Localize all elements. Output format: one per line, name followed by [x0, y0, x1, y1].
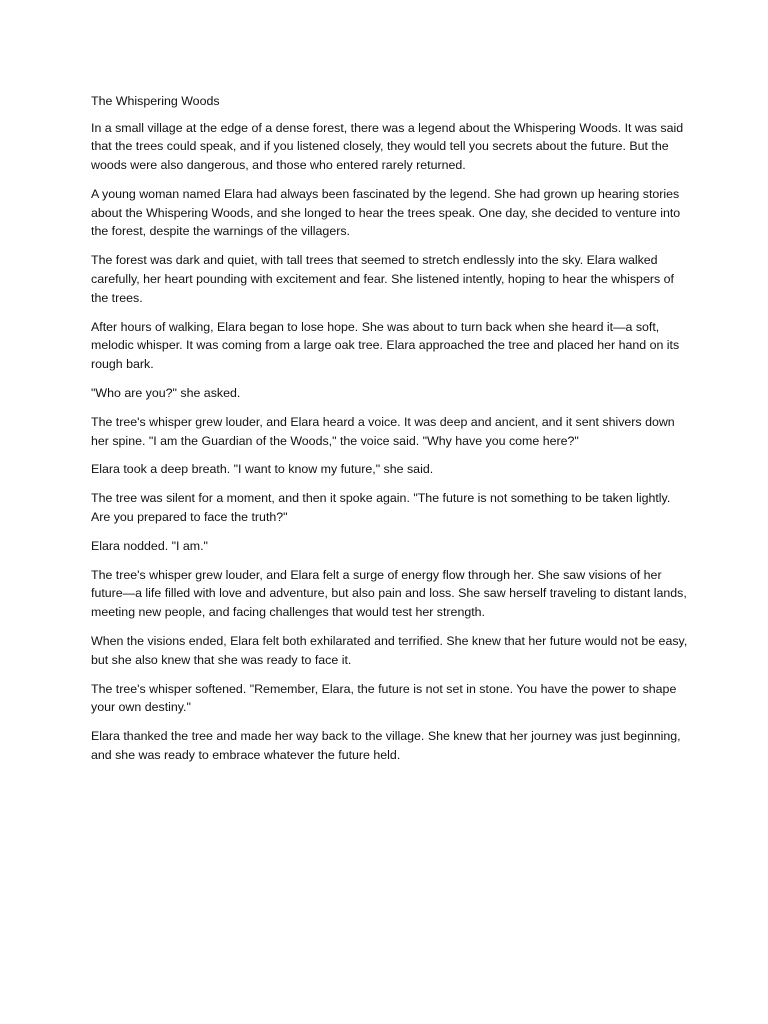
paragraph-13: Elara thanked the tree and made her way back to the village. She knew that her journey was just beginning, and she was ready to embrace whatever the future held. [91, 729, 681, 763]
paragraph-5: "Who are you?" she asked. [91, 386, 241, 401]
paragraph-1: In a small village at the edge of a dense forest, there was a legend about the Whispering Woods. It was said that the trees could speak, and if you listened closely, they would tell you secrets about the future. But the woods were also dangerous, and those who entered rarely returned. [91, 120, 684, 173]
paragraph-3: The forest was dark and quiet, with tall trees that seemed to stretch endlessly into the sky. Elara walked carefully, her heart pounding with excitement and fear. She listened intently, hoping to hear the whispers of the trees. [91, 253, 674, 305]
paragraph-10: The tree's whisper grew louder, and Elara felt a surge of energy flow through her. She saw visions of her future—a life filled with love and adventure, but also pain and loss. She saw herself traveling to distant lands, meeting new people, and facing challenges that would test her strength. [91, 567, 687, 620]
paragraph-12: The tree's whisper softened. "Remember, Elara, the future is not set in stone. You have the power to shape your own destiny." [91, 681, 677, 715]
paragraph-2: A young woman named Elara had always been fascinated by the legend. She had grown up hearing stories about the Whispering Woods, and she longed to hear the trees speak. One day, she decided to venture into the forest, despite the warnings of the villagers. [91, 186, 681, 239]
paragraph-6: The tree's whisper grew louder, and Elara heard a voice. It was deep and ancient, and it sent shivers down her spine. "I am the Guardian of the Woods," the voice said. "Why have you come here?" [91, 414, 675, 448]
paragraph-7: Elara took a deep breath. "I want to know my future," she said. [91, 462, 434, 477]
document-title: The Whispering Woods [91, 94, 220, 108]
paragraph-8: The tree was silent for a moment, and then it spoke again. "The future is not something to be taken lightly. Are you prepared to face the truth?" [91, 491, 671, 525]
paragraph-9: Elara nodded. "I am." [91, 538, 208, 553]
paragraph-4: After hours of walking, Elara began to lose hope. She was about to turn back when she heard it—a soft, melodic whisper. It was coming from a large oak tree. Elara approached the tree and placed her hand on its rough bark. [91, 319, 680, 372]
paragraph-11: When the visions ended, Elara felt both exhilarated and terrified. She knew that her future would not be easy, but she also knew that she was ready to face it. [91, 634, 688, 667]
